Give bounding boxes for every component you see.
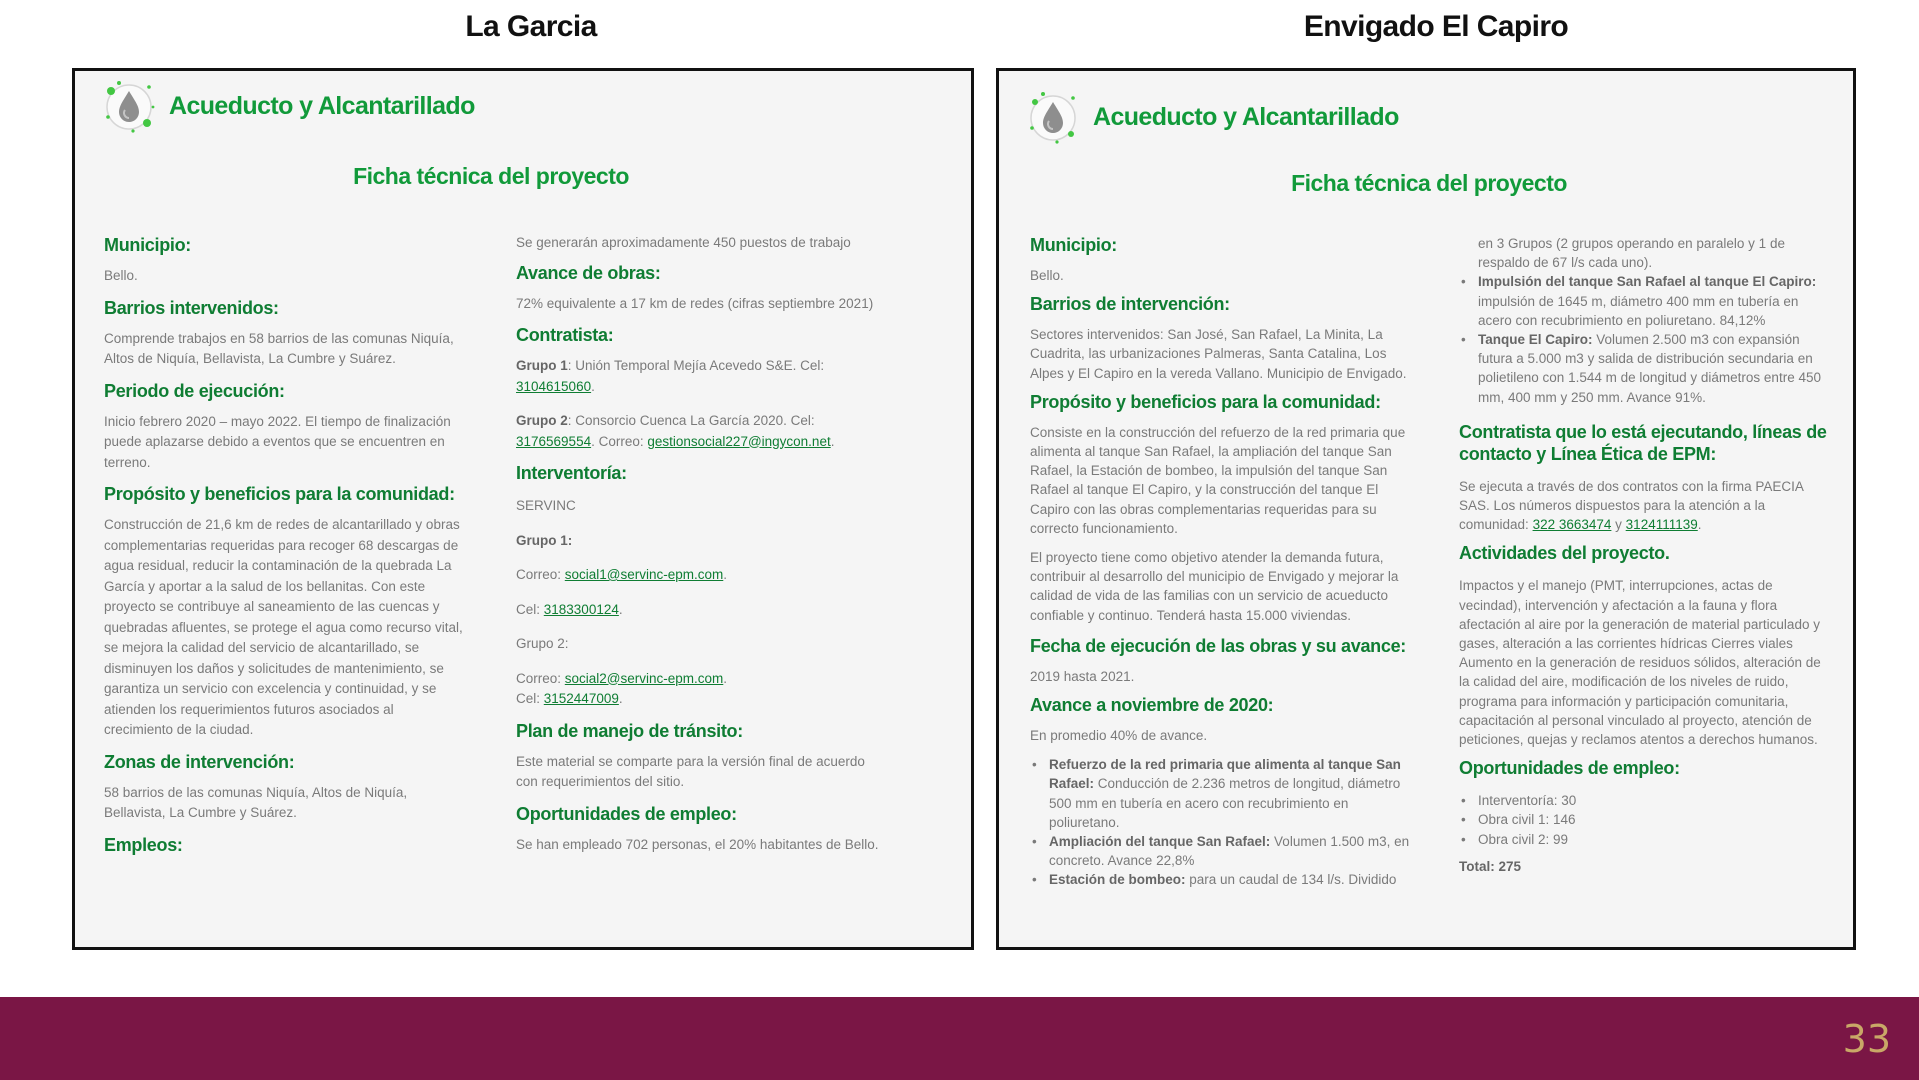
footer-bar xyxy=(0,997,1919,1080)
right-column-2 xyxy=(1459,234,1834,876)
ficha-title: Ficha técnica del proyecto xyxy=(1291,170,1567,196)
heading-barrios: Barrios de intervención: xyxy=(1030,294,1230,315)
right-title: Envigado El Capiro xyxy=(1303,10,1569,43)
phone-link-grupo2[interactable]: 3176569554 xyxy=(516,433,592,449)
bullet-text: Conducción de 2.236 metros de longitud, diámetro 500 mm en tubería en acero con recubrimiento en poliuretano. xyxy=(1049,776,1401,830)
card-header xyxy=(1027,88,1399,146)
bullet-bold: Impulsión del tanque San Rafael al tanque El Capiro: xyxy=(1478,274,1817,290)
text-servinc: SERVINC xyxy=(516,498,576,513)
text-contratista-body: Se ejecuta a través de dos contratos con la firma PAECIA SAS. Los números dispuestos para la atención a la comunidad: xyxy=(1459,478,1804,533)
text-total: Total: 275 xyxy=(1459,858,1522,874)
list-item xyxy=(1459,272,1834,330)
label-interventoria-grupo1: Grupo 1: xyxy=(516,532,573,548)
phone-link-1[interactable]: 322 3663474 xyxy=(1532,517,1612,533)
heading-municipio: Municipio: xyxy=(104,235,191,255)
heading-proposito: Propósito y beneficios para la comunidad: xyxy=(104,484,455,504)
text-empleos: Se generarán aproximadamente 450 puestos de trabajo xyxy=(516,235,851,250)
text-municipio: Bello. xyxy=(104,268,138,283)
bullet-bold: Ampliación del tanque San Rafael: xyxy=(1049,834,1271,850)
text-oportunidades: Se han empleado 702 personas, el 20% habitantes de Bello. xyxy=(516,836,879,852)
heading-oportunidades: Oportunidades de empleo: xyxy=(516,803,737,824)
phone-link-2[interactable]: 3124111139 xyxy=(1625,517,1698,533)
label-grupo1: Grupo 1 xyxy=(516,358,568,373)
label-correo: Correo: xyxy=(516,670,565,686)
heading-plan-transito: Plan de manejo de tránsito: xyxy=(516,720,743,741)
bullet-text: impulsión de 1645 m, diámetro 400 mm en tubería en acero con recubrimiento en poliuretano. 84,12% xyxy=(1478,293,1799,328)
text-proposito-1: Consiste en la construcción del refuerzo de la red primaria que alimenta al tanque San Rafael, la ampliación del tanque San Rafael, la Estación de bombeo, la impulsión del tanque San Rafael al tanque El Capiro, y la construcción del tanque El Capiro con las obras complementarias requeridas para su correcto funcionamiento. xyxy=(1030,424,1406,536)
brand-title: Acueducto y Alcantarillado xyxy=(169,91,475,120)
right-column-1 xyxy=(1030,234,1410,890)
text-correo1 xyxy=(516,565,886,586)
text-fecha: 2019 hasta 2021. xyxy=(1030,668,1135,684)
text-barrios: Comprende trabajos en 58 barrios de las comunas Niquía, Altos de Niquía, Bellavista, La Cumbre y Suárez. xyxy=(104,330,454,366)
text-conjunction: y xyxy=(1611,517,1626,533)
text-grupo2-contratista xyxy=(516,411,886,452)
avance-list-cont xyxy=(1459,272,1834,406)
heading-contratista: Contratista que lo está ejecutando, líneas de contacto y Línea Ética de EPM: xyxy=(1459,421,1827,464)
bullet-text: Volumen 2.500 m3 con expansión futura a 5.000 m3 y salida de distribución secundaria en polietileno con 1.544 m de longitud y diámetros entre 450 mm, 400 mm y 250 mm. Avance 91%. xyxy=(1478,332,1821,405)
phone-link-cel2[interactable]: 3152447009 xyxy=(543,691,619,706)
punct: . xyxy=(830,433,835,449)
bullet-text: Volumen 1.500 m3, en concreto. Avance 22,8% xyxy=(1049,834,1410,869)
punct: . xyxy=(591,378,595,394)
list-item xyxy=(1030,755,1410,832)
bullet-bold: Estación de bombeo: xyxy=(1049,872,1186,888)
text-cel1 xyxy=(516,600,886,621)
email-link-social1[interactable]: social1@servinc-epm.com xyxy=(564,567,724,582)
list-item: • Obra civil 1: 146 xyxy=(1459,810,1834,829)
heading-fecha: Fecha de ejecución de las obras y su avance: xyxy=(1030,635,1406,656)
heading-oportunidades: Oportunidades de empleo: xyxy=(1459,758,1680,779)
empleo-list xyxy=(1459,791,1834,849)
text-correo2 xyxy=(516,669,886,690)
text-actividades: Impactos y el manejo (PMT, interrupciones, actas de vecindad), intervención y afectación a la fauna y flora afectación al aire por la generación de material particulado y gases, alteración a las corrientes hídricas Cierres viales Aumento en la generación de residuos sólidos, alteración de la calidad del aire, modificación de los niveles de ruido, programa para información y participación comunitaria, capacitación al personal vinculado al proyecto, atención de peticiones, quejas y reclamos atentos a derechos humanos. xyxy=(1459,578,1821,748)
punct: . xyxy=(723,670,728,686)
heading-proposito: Propósito y beneficios para la comunidad: xyxy=(1030,391,1381,412)
email-link-social2[interactable]: social2@servinc-epm.com xyxy=(564,670,724,686)
text-grupo1-contratista xyxy=(516,356,886,397)
avance-list xyxy=(1030,755,1410,889)
email-link-grupo2[interactable]: gestionsocial227@ingycon.net xyxy=(647,433,831,449)
list-item xyxy=(1030,832,1410,870)
heading-municipio: Municipio: xyxy=(1030,235,1117,255)
heading-avance: Avance a noviembre de 2020: xyxy=(1030,695,1274,716)
label-interventoria-grupo2: Grupo 2: xyxy=(516,636,569,651)
text-plan-transito: Este material se comparte para la versión final de acuerdo con requerimientos del sitio. xyxy=(516,753,865,789)
heading-zonas: Zonas de intervención: xyxy=(104,751,295,772)
label-grupo2: Grupo 2 xyxy=(516,413,568,428)
left-column-2 xyxy=(516,233,886,855)
text-periodo: Inicio febrero 2020 – mayo 2022. El tiempo de finalización puede aplazarse debido a eventos que se encuentren en terreno. xyxy=(104,413,451,470)
heading-barrios: Barrios intervenidos: xyxy=(104,297,279,318)
phone-link-cel1[interactable]: 3183300124 xyxy=(543,601,619,617)
text-municipio: Bello. xyxy=(1030,268,1064,283)
page-number: 33 xyxy=(1842,1017,1891,1061)
text-grupo1: : Unión Temporal Mejía Acevedo S&E. Cel: xyxy=(567,358,825,373)
bullet-text: para un caudal de 134 l/s. Dividido xyxy=(1185,872,1397,888)
heading-interventoria: Interventoría: xyxy=(516,463,627,483)
punct: . xyxy=(723,567,728,582)
brand-title: Acueducto y Alcantarillado xyxy=(1093,102,1399,131)
text-correo: . Correo: xyxy=(591,433,648,449)
text-proposito: Construcción de 21,6 km de redes de alcantarillado y obras complementarias requeridas para recoger 68 descargas de agua residual, reducir la contaminación de la quebrada La García y aportar a la salud de los bellanitas. Con este proyecto se contribuye al saneamiento de las cuencas y quebradas afluentes, se protege el agua como recurso vital, se mejora la calidad del servicio de alcantarillado, se disminuyen los daños y solicitudes de mantenimiento, se garantiza un servicio con excelencia y continuidad, y se atienden los requerimientos futuros asociados al crecimiento de la ciudad. xyxy=(104,517,463,737)
label-cel: Cel: xyxy=(516,691,544,706)
water-drop-logo-icon xyxy=(103,77,157,135)
heading-periodo: Periodo de ejecución: xyxy=(104,380,285,401)
left-project-card xyxy=(72,68,974,950)
left-title: La Garcia xyxy=(465,10,597,43)
card-header xyxy=(103,77,475,135)
label-cel: Cel: xyxy=(516,601,544,617)
text-avance: En promedio 40% de avance. xyxy=(1030,728,1208,744)
list-item xyxy=(1459,330,1834,407)
text-avance: 72% equivalente a 17 km de redes (cifras septiembre 2021) xyxy=(516,295,874,311)
heading-actividades: Actividades del proyecto. xyxy=(1459,543,1670,564)
heading-contratista: Contratista: xyxy=(516,325,614,345)
punct: . xyxy=(618,691,623,706)
left-column-1 xyxy=(104,234,466,856)
phone-link-grupo1[interactable]: 3104615060 xyxy=(516,378,592,394)
water-drop-logo-icon xyxy=(1027,88,1081,146)
list-item xyxy=(1030,870,1410,889)
punct: . xyxy=(618,601,623,617)
text-grupo2: : Consorcio Cuenca La García 2020. Cel: xyxy=(567,413,815,428)
label-correo: Correo: xyxy=(516,567,565,582)
text-zonas: 58 barrios de las comunas Niquía, Altos de Niquía, Bellavista, La Cumbre y Suárez. xyxy=(104,784,408,820)
heading-empleos: Empleos: xyxy=(104,834,183,855)
text-contratista xyxy=(1459,477,1834,535)
text-proposito-2: El proyecto tiene como objetivo atender la demanda futura, contribuir al desarrollo del municipio de Envigado y mejorar la calidad de vida de las familias con un servicio de acueducto confiable y continuo. Tenderá hasta 15.000 viviendas. xyxy=(1030,550,1399,623)
heading-avance: Avance de obras: xyxy=(516,262,661,283)
bullet-continuation: en 3 Grupos (2 grupos operando en paralelo y 1 de respaldo de 67 l/s cada uno). xyxy=(1478,236,1785,271)
bullet-bold: Refuerzo de la red primaria que alimenta al tanque San Rafael: xyxy=(1049,757,1401,792)
text-cel2 xyxy=(516,689,886,710)
right-project-card xyxy=(996,68,1856,950)
ficha-title: Ficha técnica del proyecto xyxy=(353,163,629,189)
text-barrios: Sectores intervenidos: San José, San Rafael, La Minita, La Cuadrita, las urbanizaciones Palmeras, Santa Catalina, Los Alpes y El Capiro en la vereda Vallano. Municipio de Envigado. xyxy=(1030,327,1407,381)
list-item: • Interventoría: 30 xyxy=(1459,791,1834,810)
punct: . xyxy=(1697,517,1702,533)
bullet-bold: Tanque El Capiro: xyxy=(1478,332,1593,348)
list-item: • Obra civil 2: 99 xyxy=(1459,830,1834,849)
